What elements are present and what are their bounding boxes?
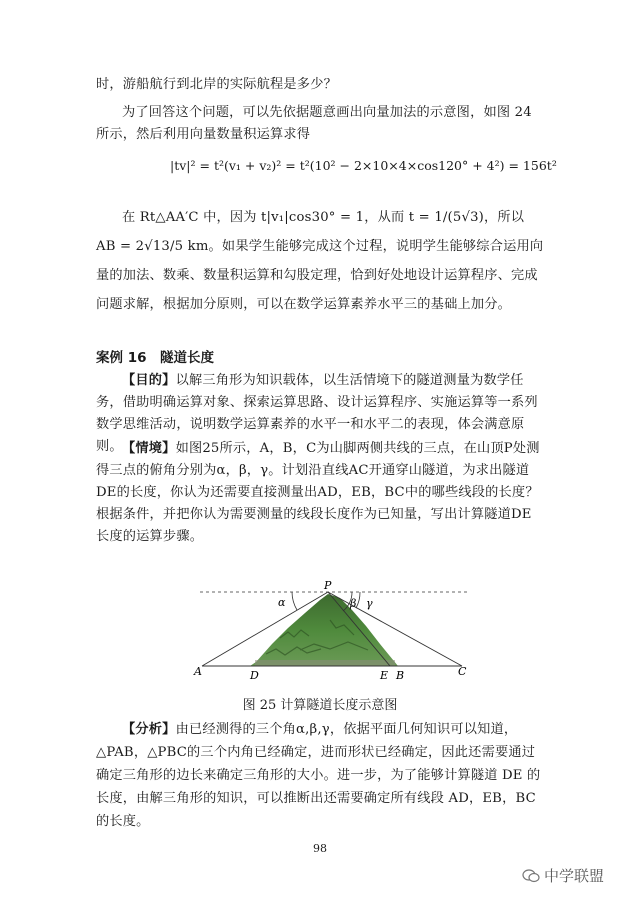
tunnel-diagram xyxy=(180,580,480,690)
watermark: 中学联盟 xyxy=(544,867,605,885)
village-strip xyxy=(255,660,395,666)
label-D: D xyxy=(250,669,259,682)
label-gamma: γ xyxy=(366,597,373,610)
label-alpha: α xyxy=(278,596,286,609)
analysis-tag: 【分析】 xyxy=(122,722,176,737)
analysis-text: 由已经测得的三个角α,β,γ，依据平面几何知识可以知道，△PAB，△PBC的三个内角已经确定，进而形状已经确定，因此还需要通过确定三角形的边长来确定三角形的大小。进一步，为了能够计算隧道 DE 的长度，由解三角形的知识，可以推断出还需要确定所有线段 AD，EB，BC 的长度。 xyxy=(96,722,541,829)
arc-alpha xyxy=(292,592,297,610)
paragraph-situation xyxy=(96,438,544,548)
goal-text: 以解三角形为知识载体，以生活情境下的隧道测量为数学任务，借助明确运算对象、探索运算思路、设计运算程序、实施运算等一系列数学思维活动，说明数学运算素养的水平一和水平二的表现，体会满意原则。 xyxy=(96,373,538,454)
label-A: A xyxy=(194,665,202,678)
label-beta: β xyxy=(350,597,357,610)
paragraph-vector-method: 为了回答这个问题，可以先依据题意画出向量加法的示意图，如图 24 所示，然后利用向量数量积运算求得 xyxy=(96,105,532,142)
paragraph-rt-triangle: 在 Rt△AA′C 中，因为 t|v₁|cos30° = 1，从而 t = 1/(5√3)，所以 AB = 2√13/5 km。如果学生能够完成这个过程，说明学生能够综合运用向量的加法、数乘、数量积运算和勾股定理，恰到好处地设计运算程序、完成问题求解，根据加分原则，可以在数学运算素养水平三的基础上加分。 xyxy=(96,210,544,312)
label-E: E xyxy=(380,669,389,682)
case-title: 案例 16 隧道长度 xyxy=(96,350,214,366)
situation-tag: 【情境】 xyxy=(122,441,176,456)
goal-tag: 【目的】 xyxy=(122,373,176,388)
arc-gamma xyxy=(356,592,360,608)
paragraph-analysis xyxy=(96,718,544,833)
label-P: P xyxy=(324,580,332,592)
label-C: C xyxy=(458,665,467,678)
page-number: 98 xyxy=(313,842,327,855)
label-B: B xyxy=(396,669,405,682)
figure-caption: 图 25 计算隧道长度示意图 xyxy=(242,698,398,713)
formula-vector-magnitude: |tv|² = t²(v₁ + v₂)² = t²(10² − 2×10×4×cos120° + 4²) = 156t² xyxy=(170,158,557,173)
mountain xyxy=(250,594,398,666)
situation-text: 如图25所示，A，B，C为山脚两侧共线的三点，在山顶P处测得三点的俯角分别为α，β，γ。计划沿直线AC开通穿山隧道，为求出隧道DE的长度，你认为还需要直接测量出AD，EB，BC中的哪些线段的长度？根据条件，并把你认为需要测量的线段长度作为已知量，写出计算隧道DE 长度的运算步骤。 xyxy=(96,441,540,544)
paragraph-continuation: 时，游船航行到北岸的实际航程是多少？ xyxy=(96,77,337,92)
wechat-icon xyxy=(522,868,540,882)
